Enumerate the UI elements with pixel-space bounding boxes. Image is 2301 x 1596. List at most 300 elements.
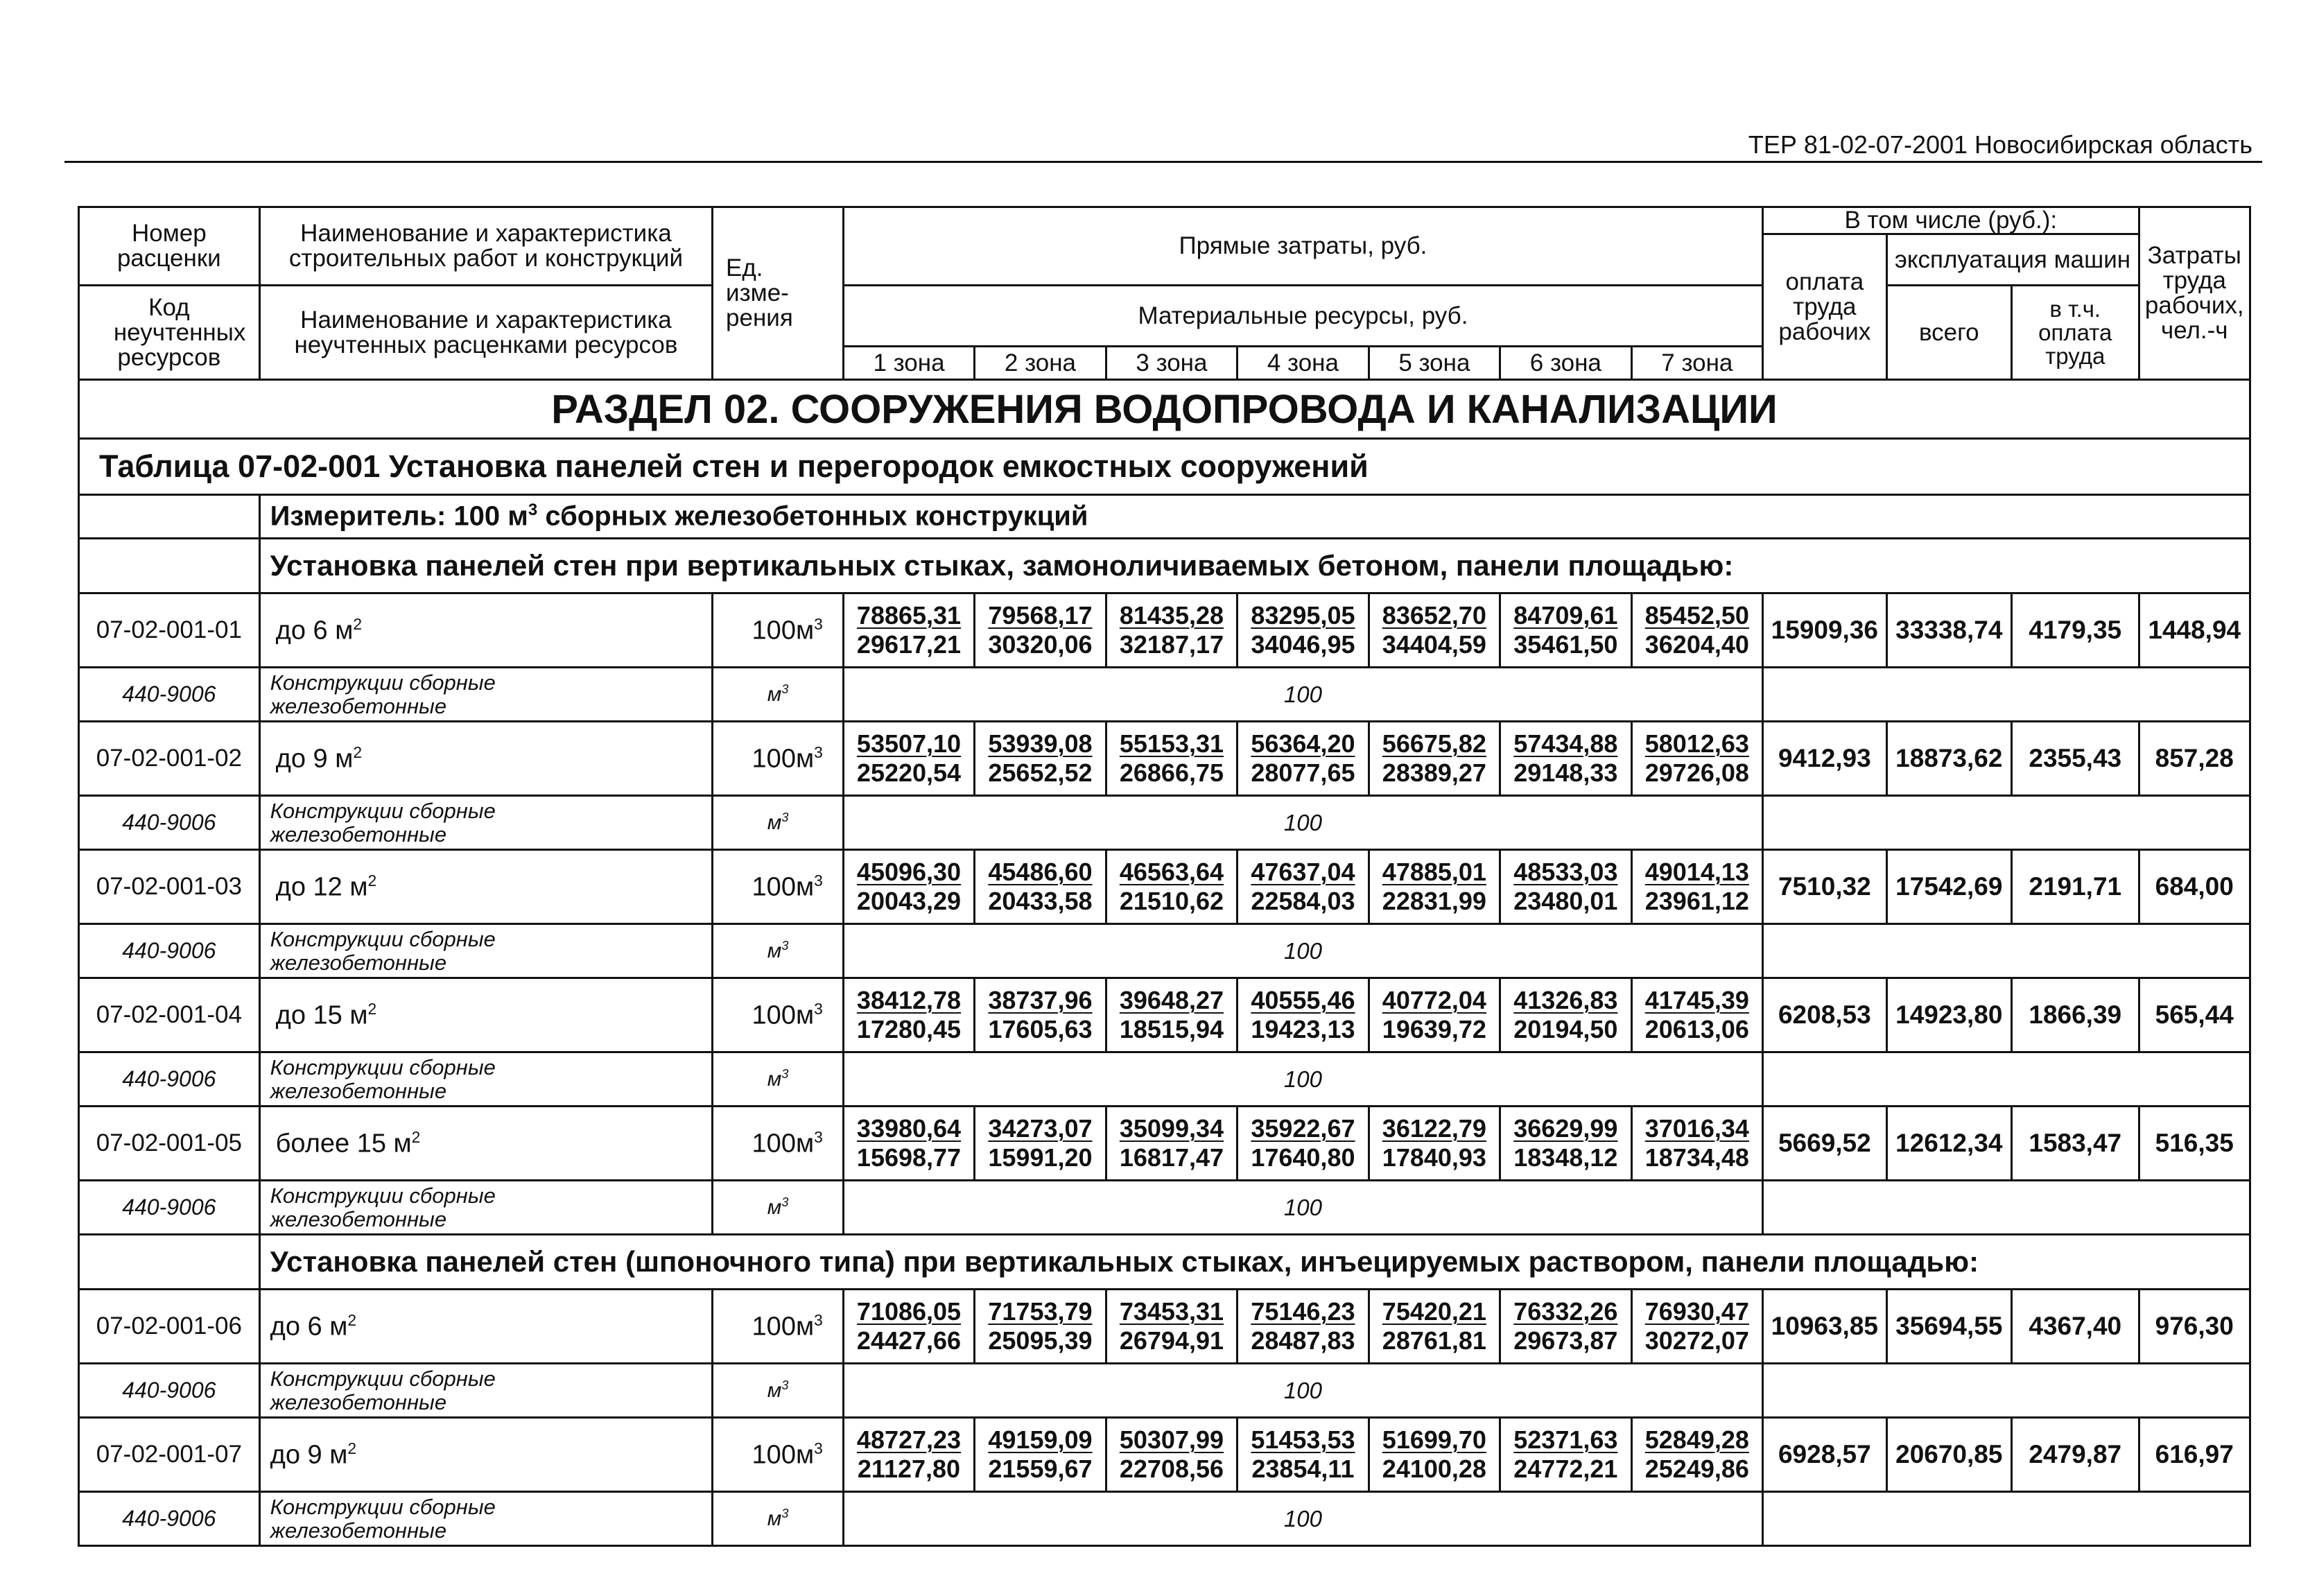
resource-name (259, 668, 713, 722)
zone-cost (975, 1290, 1106, 1364)
group-title: Установка панелей стен при вертикальных стыках, замоноличиваемых бетоном, панели площадью: (259, 539, 2250, 593)
material-cost: 25249,86 (1644, 1455, 1749, 1483)
direct-cost: 45486,60 (988, 858, 1093, 886)
resource-empty (1763, 1181, 2250, 1235)
material-cost: 36204,40 (1644, 630, 1749, 659)
zone-cost (1500, 1107, 1631, 1181)
resource-code: 440-9006 (79, 796, 260, 850)
resource-code: 440-9006 (79, 1052, 260, 1107)
direct-cost: 48533,03 (1513, 858, 1618, 886)
resource-unit-text: м (767, 1379, 782, 1402)
header-rate-number: Номер расценки (79, 207, 260, 286)
material-cost: 21559,67 (988, 1455, 1093, 1483)
zone-cost (1369, 978, 1500, 1052)
unit-text: 100м (752, 872, 815, 902)
direct-cost: 81435,28 (1119, 601, 1224, 630)
work-name-text: более 15 м (275, 1129, 412, 1159)
resource-row (79, 924, 2250, 978)
machine-total: 35694,55 (1886, 1290, 2011, 1364)
zone-cost (1369, 1418, 1500, 1492)
meter-spacer (79, 495, 260, 539)
header-zone-5: 5 зона (1369, 347, 1500, 380)
direct-cost: 51699,70 (1382, 1425, 1486, 1454)
direct-cost: 36629,99 (1513, 1114, 1618, 1143)
rate-code: 07-02-001-01 (79, 593, 260, 668)
resource-name (259, 1492, 713, 1546)
worker-pay: 9412,93 (1763, 722, 1886, 796)
resource-unit-text: м (767, 811, 782, 834)
direct-cost: 49014,13 (1644, 858, 1749, 886)
unit: $100м^3$ (713, 1418, 843, 1492)
direct-cost: 83652,70 (1382, 601, 1486, 630)
meter-label: Измеритель: 100 $м^3$ сборных железобетонных конструкций (259, 495, 2250, 539)
work-name: более 15 $м^2$ (259, 1107, 713, 1181)
material-cost: 20433,58 (988, 887, 1093, 915)
direct-cost: 50307,99 (1119, 1425, 1224, 1454)
labor-costs: 516,35 (2139, 1107, 2250, 1181)
resource-empty (1763, 1364, 2250, 1418)
zone-cost (1238, 722, 1369, 796)
material-cost: 24772,21 (1513, 1455, 1618, 1483)
unit-text: 100м (752, 1129, 815, 1159)
material-cost: 25220,54 (856, 758, 962, 787)
header-worker-pay: оплата труда рабочих (1763, 234, 1886, 380)
material-cost: 32187,17 (1119, 630, 1224, 659)
unit-text: 100м (752, 1000, 815, 1030)
work-name-text: до 6 м (270, 1312, 348, 1342)
resource-name (259, 1364, 713, 1418)
work-name-text: до 15 м (275, 1000, 368, 1030)
header-zone-6: 6 зона (1500, 347, 1631, 380)
direct-cost: 84709,61 (1513, 601, 1618, 630)
material-cost: 17640,80 (1251, 1143, 1355, 1172)
machine-total: 18873,62 (1886, 722, 2011, 796)
material-cost: 28389,27 (1382, 758, 1486, 787)
material-cost: 21510,62 (1119, 887, 1224, 915)
direct-cost: 71753,79 (988, 1297, 1093, 1326)
direct-cost: 78865,31 (856, 601, 962, 630)
zone-cost (1106, 1290, 1237, 1364)
labor-costs: 1448,94 (2139, 593, 2250, 668)
direct-cost: 51453,53 (1251, 1425, 1355, 1454)
group-title: Установка панелей стен (шпоночного типа) при вертикальных стыках, инъецируемых раствором, панели площадью: (259, 1235, 2250, 1290)
direct-cost: 47637,04 (1251, 858, 1355, 886)
unit: $100м^3$ (713, 1290, 843, 1364)
material-cost: 34046,95 (1251, 630, 1355, 659)
unit-text: 100м (752, 1312, 815, 1342)
resource-quantity: 100 (843, 1052, 1762, 1107)
direct-cost: 41326,83 (1513, 986, 1618, 1014)
direct-cost: 79568,17 (988, 601, 1093, 630)
zone-cost (1500, 850, 1631, 924)
resource-quantity: 100 (843, 924, 1762, 978)
direct-cost: 40555,46 (1251, 986, 1355, 1014)
zone-cost (1631, 850, 1763, 924)
zone-cost (1369, 722, 1500, 796)
header-work-name: Наименование и характеристика строительных работ и конструкций (259, 207, 713, 286)
resource-code: 440-9006 (79, 1181, 260, 1235)
worker-pay: 10963,85 (1763, 1290, 1886, 1364)
resource-code: 440-9006 (79, 924, 260, 978)
resource-empty (1763, 796, 2250, 850)
material-cost: 20194,50 (1513, 1015, 1618, 1043)
zone-cost (975, 722, 1106, 796)
resource-empty (1763, 924, 2250, 978)
material-cost: 29726,08 (1644, 758, 1749, 787)
resource-name (259, 924, 713, 978)
material-cost: 17280,45 (856, 1015, 962, 1043)
rate-code: 07-02-001-06 (79, 1290, 260, 1364)
zone-cost (1500, 593, 1631, 668)
zone-cost (1106, 593, 1237, 668)
resource-row (79, 668, 2250, 722)
material-cost: 22831,99 (1382, 887, 1486, 915)
header-zone-3: 3 зона (1106, 347, 1237, 380)
resource-empty (1763, 1492, 2250, 1546)
zone-cost (1631, 978, 1763, 1052)
material-cost: 20043,29 (856, 887, 962, 915)
rate-code: 07-02-001-02 (79, 722, 260, 796)
material-cost: 30320,06 (988, 630, 1093, 659)
table-row (79, 1418, 2250, 1492)
zone-cost (1500, 1290, 1631, 1364)
section-title: РАЗДЕЛ 02. СООРУЖЕНИЯ ВОДОПРОВОДА И КАНАЛИЗАЦИИ (79, 380, 2250, 439)
direct-cost: 58012,63 (1644, 729, 1749, 758)
work-name-text: до 9 м (275, 744, 354, 774)
header-zone-1: 1 зона (843, 347, 974, 380)
table-row (79, 1107, 2250, 1181)
direct-cost: 75420,21 (1382, 1297, 1486, 1326)
resource-quantity: 100 (843, 668, 1762, 722)
resource-unit-text: м (767, 1196, 782, 1219)
direct-cost: 34273,07 (988, 1114, 1093, 1143)
work-name: до 12 $м^2$ (259, 850, 713, 924)
material-cost: 22708,56 (1119, 1455, 1224, 1483)
work-name: до 6 $м^2$ (259, 593, 713, 668)
material-cost: 15991,20 (988, 1143, 1093, 1172)
resource-quantity: 100 (843, 1181, 1762, 1235)
zone-cost (1369, 1290, 1500, 1364)
resource-row (79, 1364, 2250, 1418)
resource-code: 440-9006 (79, 668, 260, 722)
zone-cost (1631, 1290, 1763, 1364)
zone-cost (1369, 593, 1500, 668)
header-machine-pay: в т.ч. оплата труда (2012, 286, 2139, 380)
direct-cost: 37016,34 (1644, 1114, 1749, 1143)
zone-cost (1238, 1418, 1369, 1492)
direct-cost: 33980,64 (856, 1114, 962, 1143)
header-resource-code: Код неучтенных ресурсов (79, 286, 260, 380)
zone-cost (1238, 978, 1369, 1052)
resource-unit: $м^3$ (713, 1052, 843, 1107)
material-cost: 28077,65 (1251, 758, 1355, 787)
zone-cost (1106, 722, 1237, 796)
zone-cost (843, 978, 974, 1052)
direct-cost: 52849,28 (1644, 1425, 1749, 1454)
direct-cost: 41745,39 (1644, 986, 1749, 1014)
unit: $100м^3$ (713, 593, 843, 668)
zone-cost (1631, 1107, 1763, 1181)
work-name: до 6 $м^2$ (259, 1290, 713, 1364)
zone-cost (1369, 850, 1500, 924)
material-cost: 29148,33 (1513, 758, 1618, 787)
zone-cost (1238, 1290, 1369, 1364)
table-title: Таблица 07-02-001 Установка панелей стен и перегородок емкостных сооружений (79, 439, 2250, 495)
material-cost: 18734,48 (1644, 1143, 1749, 1172)
direct-cost: 53939,08 (988, 729, 1093, 758)
resource-empty (1763, 668, 2250, 722)
zone-cost (1106, 1418, 1237, 1492)
page-header (64, 129, 2262, 163)
direct-cost: 45096,30 (856, 858, 962, 886)
material-cost: 22584,03 (1251, 887, 1355, 915)
zone-cost (975, 1107, 1106, 1181)
zone-cost (843, 1418, 974, 1492)
direct-cost: 48727,23 (856, 1425, 962, 1454)
material-cost: 18348,12 (1513, 1143, 1618, 1172)
zone-cost (1238, 1107, 1369, 1181)
table-row (79, 593, 2250, 668)
work-name: до 9 $м^2$ (259, 722, 713, 796)
material-cost: 29617,21 (856, 630, 962, 659)
resource-name-text: Конструкции сборные железобетонные (270, 670, 496, 718)
resource-unit: $м^3$ (713, 1492, 843, 1546)
material-cost: 29673,87 (1513, 1326, 1618, 1355)
resource-row (79, 1492, 2250, 1546)
machine-pay: 1583,47 (2012, 1107, 2139, 1181)
direct-cost: 76332,26 (1513, 1297, 1618, 1326)
material-cost: 20613,06 (1644, 1015, 1749, 1043)
material-cost: 25095,39 (988, 1326, 1093, 1355)
zone-cost (975, 850, 1106, 924)
zone-cost (843, 722, 974, 796)
material-cost: 30272,07 (1644, 1326, 1749, 1355)
machine-total: 12612,34 (1886, 1107, 2011, 1181)
material-cost: 19423,13 (1251, 1015, 1355, 1043)
zone-cost (975, 978, 1106, 1052)
unit: $100м^3$ (713, 850, 843, 924)
group-spacer (79, 539, 260, 593)
zone-cost (1631, 593, 1763, 668)
header-machine-operation: эксплуатация машин (1886, 234, 2139, 286)
direct-cost: 47885,01 (1382, 858, 1486, 886)
table-row (79, 722, 2250, 796)
direct-cost: 85452,50 (1644, 601, 1749, 630)
direct-cost: 40772,04 (1382, 986, 1486, 1014)
direct-cost: 56675,82 (1382, 729, 1486, 758)
resource-row (79, 1052, 2250, 1107)
resource-unit: $м^3$ (713, 1364, 843, 1418)
zone-cost (1238, 850, 1369, 924)
header-machine-total: всего (1886, 286, 2011, 380)
zone-cost (1500, 978, 1631, 1052)
header-material-costs: Материальные ресурсы, руб. (843, 286, 1762, 347)
material-cost: 17840,93 (1382, 1143, 1486, 1172)
unit-text: 100м (752, 744, 815, 774)
machine-pay: 2355,43 (2012, 722, 2139, 796)
material-cost: 28487,83 (1251, 1326, 1355, 1355)
labor-costs: 857,28 (2139, 722, 2250, 796)
worker-pay: 7510,32 (1763, 850, 1886, 924)
machine-pay: 4179,35 (2012, 593, 2139, 668)
resource-code: 440-9006 (79, 1364, 260, 1418)
resource-empty (1763, 1052, 2250, 1107)
direct-cost: 49159,09 (988, 1425, 1093, 1454)
resource-unit-text: м (767, 1068, 782, 1091)
direct-cost: 38737,96 (988, 986, 1093, 1014)
work-name: до 15 $м^2$ (259, 978, 713, 1052)
rates-table (78, 206, 2251, 1547)
machine-pay: 2191,71 (2012, 850, 2139, 924)
document-reference: ТЕР 81-02-07-2001 Новосибирская область (1748, 130, 2252, 159)
machine-pay: 2479,87 (2012, 1418, 2139, 1492)
material-cost: 24427,66 (856, 1326, 962, 1355)
machine-total: 20670,85 (1886, 1418, 2011, 1492)
header-including: В том числе (руб.): (1763, 207, 2139, 234)
worker-pay: 15909,36 (1763, 593, 1886, 668)
rate-code: 07-02-001-04 (79, 978, 260, 1052)
material-cost: 28761,81 (1382, 1326, 1486, 1355)
zone-cost (1631, 1418, 1763, 1492)
group-spacer (79, 1235, 260, 1290)
zone-cost (1500, 722, 1631, 796)
material-cost: 23480,01 (1513, 887, 1618, 915)
direct-cost: 53507,10 (856, 729, 962, 758)
direct-cost: 46563,64 (1119, 858, 1224, 886)
direct-cost: 35099,34 (1119, 1114, 1224, 1143)
zone-cost (1106, 850, 1237, 924)
material-cost: 26794,91 (1119, 1326, 1224, 1355)
resource-unit-text: м (767, 939, 782, 962)
header-resource-name: Наименование и характеристика неучтенных расценками ресурсов (259, 286, 713, 380)
labor-costs: 684,00 (2139, 850, 2250, 924)
resource-quantity: 100 (843, 796, 1762, 850)
labor-costs: 976,30 (2139, 1290, 2250, 1364)
direct-cost: 56364,20 (1251, 729, 1355, 758)
resource-unit: $м^3$ (713, 1181, 843, 1235)
direct-cost: 57434,88 (1513, 729, 1618, 758)
zone-cost (1369, 1107, 1500, 1181)
zone-cost (843, 850, 974, 924)
zone-cost (843, 1290, 974, 1364)
zone-cost (1238, 593, 1369, 668)
direct-cost: 76930,47 (1644, 1297, 1749, 1326)
resource-name-text: Конструкции сборные железобетонные (270, 1494, 496, 1543)
zone-cost (975, 1418, 1106, 1492)
header-unit: Ед. изме- рения (713, 207, 843, 380)
material-cost: 18515,94 (1119, 1015, 1224, 1043)
resource-unit: $м^3$ (713, 796, 843, 850)
resource-code: 440-9006 (79, 1492, 260, 1546)
material-cost: 35461,50 (1513, 630, 1618, 659)
machine-total: 14923,80 (1886, 978, 2011, 1052)
zone-cost (1106, 978, 1237, 1052)
material-cost: 21127,80 (857, 1455, 961, 1483)
resource-name (259, 1052, 713, 1107)
unit: $100м^3$ (713, 722, 843, 796)
header-zone-4: 4 зона (1238, 347, 1369, 380)
worker-pay: 6208,53 (1763, 978, 1886, 1052)
unit: $100м^3$ (713, 1107, 843, 1181)
table-row (79, 850, 2250, 924)
direct-cost: 83295,05 (1251, 601, 1355, 630)
resource-row (79, 796, 2250, 850)
resource-name-text: Конструкции сборные железобетонные (270, 926, 496, 975)
resource-unit: $м^3$ (713, 924, 843, 978)
direct-cost: 52371,63 (1513, 1425, 1618, 1454)
work-name-text: до 12 м (275, 872, 368, 902)
material-cost: 19639,72 (1382, 1015, 1486, 1043)
material-cost: 23854,11 (1251, 1455, 1355, 1483)
material-cost: 24100,28 (1382, 1455, 1486, 1483)
work-name-text: до 9 м (270, 1440, 348, 1470)
machine-total: 17542,69 (1886, 850, 2011, 924)
labor-costs: 616,97 (2139, 1418, 2250, 1492)
material-cost: 25652,52 (988, 758, 1093, 787)
rate-code: 07-02-001-05 (79, 1107, 260, 1181)
resource-name-text: Конструкции сборные железобетонные (270, 1055, 496, 1103)
zone-cost (1500, 1418, 1631, 1492)
material-cost: 16817,47 (1119, 1143, 1224, 1172)
unit-text: 100м (752, 1440, 815, 1470)
resource-unit-text: м (767, 683, 782, 706)
machine-total: 33338,74 (1886, 593, 2011, 668)
direct-cost: 73453,31 (1119, 1297, 1224, 1326)
zone-cost (975, 593, 1106, 668)
header-zone-2: 2 зона (975, 347, 1106, 380)
machine-pay: 1866,39 (2012, 978, 2139, 1052)
resource-quantity: 100 (843, 1492, 1762, 1546)
unit: $100м^3$ (713, 978, 843, 1052)
direct-cost: 55153,31 (1119, 729, 1224, 758)
unit-text: 100м (752, 616, 815, 645)
resource-unit: $м^3$ (713, 668, 843, 722)
rate-code: 07-02-001-07 (79, 1418, 260, 1492)
material-cost: 15698,77 (856, 1143, 962, 1172)
zone-cost (1631, 722, 1763, 796)
labor-costs: 565,44 (2139, 978, 2250, 1052)
material-cost: 17605,63 (988, 1015, 1093, 1043)
direct-cost: 35922,67 (1251, 1114, 1355, 1143)
zone-cost (1106, 1107, 1237, 1181)
header-labor-costs: Затраты труда рабочих, чел.-ч (2139, 207, 2250, 380)
direct-cost: 38412,78 (856, 986, 962, 1014)
direct-cost: 75146,23 (1251, 1297, 1355, 1326)
resource-name (259, 1181, 713, 1235)
resource-quantity: 100 (843, 1364, 1762, 1418)
direct-cost: 36122,79 (1382, 1114, 1486, 1143)
resource-unit-text: м (767, 1507, 782, 1530)
rate-code: 07-02-001-03 (79, 850, 260, 924)
direct-cost: 39648,27 (1119, 986, 1224, 1014)
resource-name (259, 796, 713, 850)
resource-row (79, 1181, 2250, 1235)
machine-pay: 4367,40 (2012, 1290, 2139, 1364)
work-name-text: до 6 м (275, 616, 354, 645)
table-row (79, 1290, 2250, 1364)
material-cost: 34404,59 (1382, 630, 1486, 659)
worker-pay: 6928,57 (1763, 1418, 1886, 1492)
worker-pay: 5669,52 (1763, 1107, 1886, 1181)
material-cost: 26866,75 (1119, 758, 1224, 787)
work-name: до 9 $м^2$ (259, 1418, 713, 1492)
table-row (79, 978, 2250, 1052)
resource-name-text: Конструкции сборные железобетонные (270, 798, 496, 847)
resource-name-text: Конструкции сборные железобетонные (270, 1183, 496, 1231)
header-direct-costs: Прямые затраты, руб. (843, 207, 1762, 286)
resource-name-text: Конструкции сборные железобетонные (270, 1366, 496, 1414)
direct-cost: 71086,05 (856, 1297, 962, 1326)
